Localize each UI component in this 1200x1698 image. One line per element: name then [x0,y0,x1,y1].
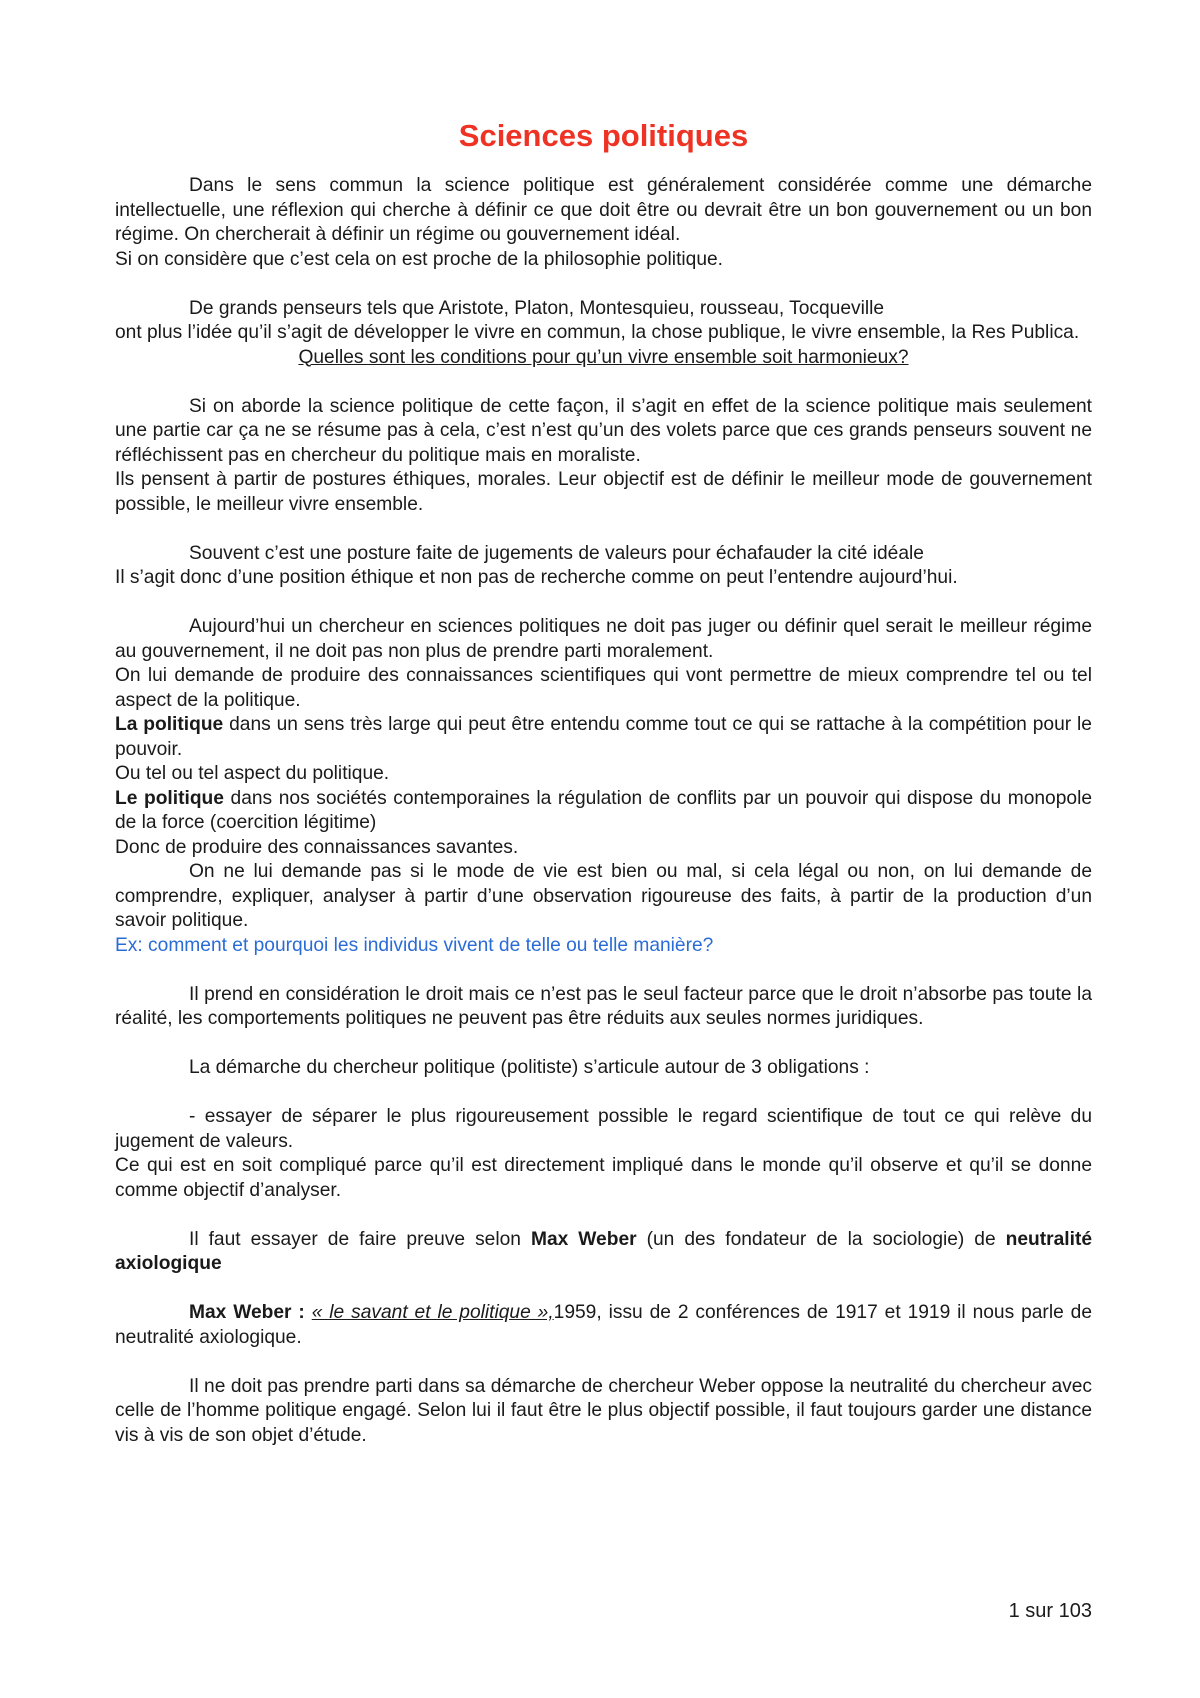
name-max-weber: Max Weber [530,1228,637,1250]
name-max-weber-2: Max Weber : [189,1302,305,1323]
term-le-politique: Le politique [115,787,224,809]
paragraph-aspect: Ou tel ou tel aspect du politique. [115,763,390,784]
obligation-1-detail: Ce qui est en soit compliqué parce qu’il est directement impliqué dans le monde qu’il observe et qu’il se donne comme objectif d’analyser. [115,1155,1092,1201]
definition-la-politique: La politique dans un sens très large qui peut être entendu comme tout ce qui se rattache à la compétition pour le pouvoir. [115,714,1092,760]
paragraph-researcher: Aujourd’hui un chercheur en sciences politiques ne doit pas juger ou définir quel serait le meilleur régime au gouvernement, il ne doit pas non plus de prendre parti moralement. [115,616,1092,662]
paragraph-understand: On ne lui demande pas si le mode de vie est bien ou mal, si cela légal ou non, on lui demande de comprendre, expliquer, analyser à partir d’une observation rigoureuse des faits, à partir de la production d’un savoir politique. [115,861,1092,931]
page-number: 1 sur 103 [1008,1600,1092,1622]
term-neutralite: neutralité axiologique [115,1228,1093,1274]
paragraph-law: Il prend en considération le droit mais ce n’est pas le seul facteur parce que le droit n’absorbe pas toute la réalité, les comportements politiques ne peuvent pas être réduits aux seules normes juridiques. [115,983,1092,1029]
work-title: « le savant et le politique », [311,1302,554,1323]
paragraph-obligations: La démarche du chercheur politique (politiste) s’articule autour de 3 obligations : [189,1057,870,1078]
question-heading: Quelles sont les conditions pour qu’un vivre ensemble soit harmonieux? [298,346,909,368]
paragraph-intro-2: Si on considère que c’est cela on est proche de la philosophie politique. [115,248,724,270]
paragraph-posture: Souvent c’est une posture faite de jugements de valeurs pour échafauder la cité idéale [189,542,924,564]
paragraph-weber: Il faut essayer de faire preuve selon Max Weber (un des fondateur de la sociologie) de neutralité axiologique [115,1228,1093,1274]
document-title: Sciences politiques [458,118,749,153]
paragraph-thinkers: De grands penseurs tels que Aristote, Platon, Montesquieu, rousseau, Tocqueville [189,297,885,319]
paragraph-intro: Dans le sens commun la science politique est généralement considérée comme une démarche intellectuelle, une réflexion qui cherche à définir ce que doit être ou devrait être un bon gouvernement ou un bon régime. On chercherait à définir un régime ou gouvernement idéal. [115,175,1092,245]
paragraph-objectivity: Il ne doit pas prendre parti dans sa démarche de chercheur Weber oppose la neutralité du chercheur avec celle de l’homme politique engagé. Selon lui il faut être le plus objectif possible, il faut toujours garder une distance vis à vis de son objet d’étude. [115,1375,1092,1446]
obligation-1: - essayer de séparer le plus rigoureusement possible le regard scientifique de tout ce qui relève du jugement de valeurs. [115,1106,1092,1152]
paragraph-thinkers-2: ont plus l’idée qu’il s’agit de développer le vivre en commun, la chose publique, le vivre ensemble, la Res Publica. [115,322,1080,343]
term-la-politique: La politique [115,714,224,735]
example-text: Ex: comment et pourquoi les individus vivent de telle ou telle manière? [115,934,714,956]
paragraph-weber-work: Max Weber : « le savant et le politique »,1959, issu de 2 conférences de 1917 et 1919 il nous parle de neutralité axiologique. [115,1302,1092,1348]
paragraph-approach: Si on aborde la science politique de cette façon, il s’agit en effet de la science politique mais seulement une partie car ça ne se résume pas à cela, c’est n’est qu’un des volets parce que ces grands penseurs souvent ne réfléchissent pas en chercheur du politique mais en moraliste. [115,395,1092,466]
paragraph-researcher-2: On lui demande de produire des connaissances scientifiques qui vont permettre de mieux comprendre tel ou tel aspect de la politique. [115,665,1092,711]
paragraph-approach-2: Ils pensent à partir de postures éthiques, morales. Leur objectif est de définir le meilleur mode de gouvernement possible, le meilleur vivre ensemble. [115,469,1092,515]
paragraph-posture-2: Il s’agit donc d’une position éthique et non pas de recherche comme on peut l’entendre aujourd’hui. [115,567,958,588]
definition-le-politique: Le politique dans nos sociétés contemporaines la régulation de conflits par un pouvoir qui dispose du monopole de la force (coercition légitime) [115,787,1092,833]
paragraph-knowledge: Donc de produire des connaissances savantes. [115,836,519,858]
